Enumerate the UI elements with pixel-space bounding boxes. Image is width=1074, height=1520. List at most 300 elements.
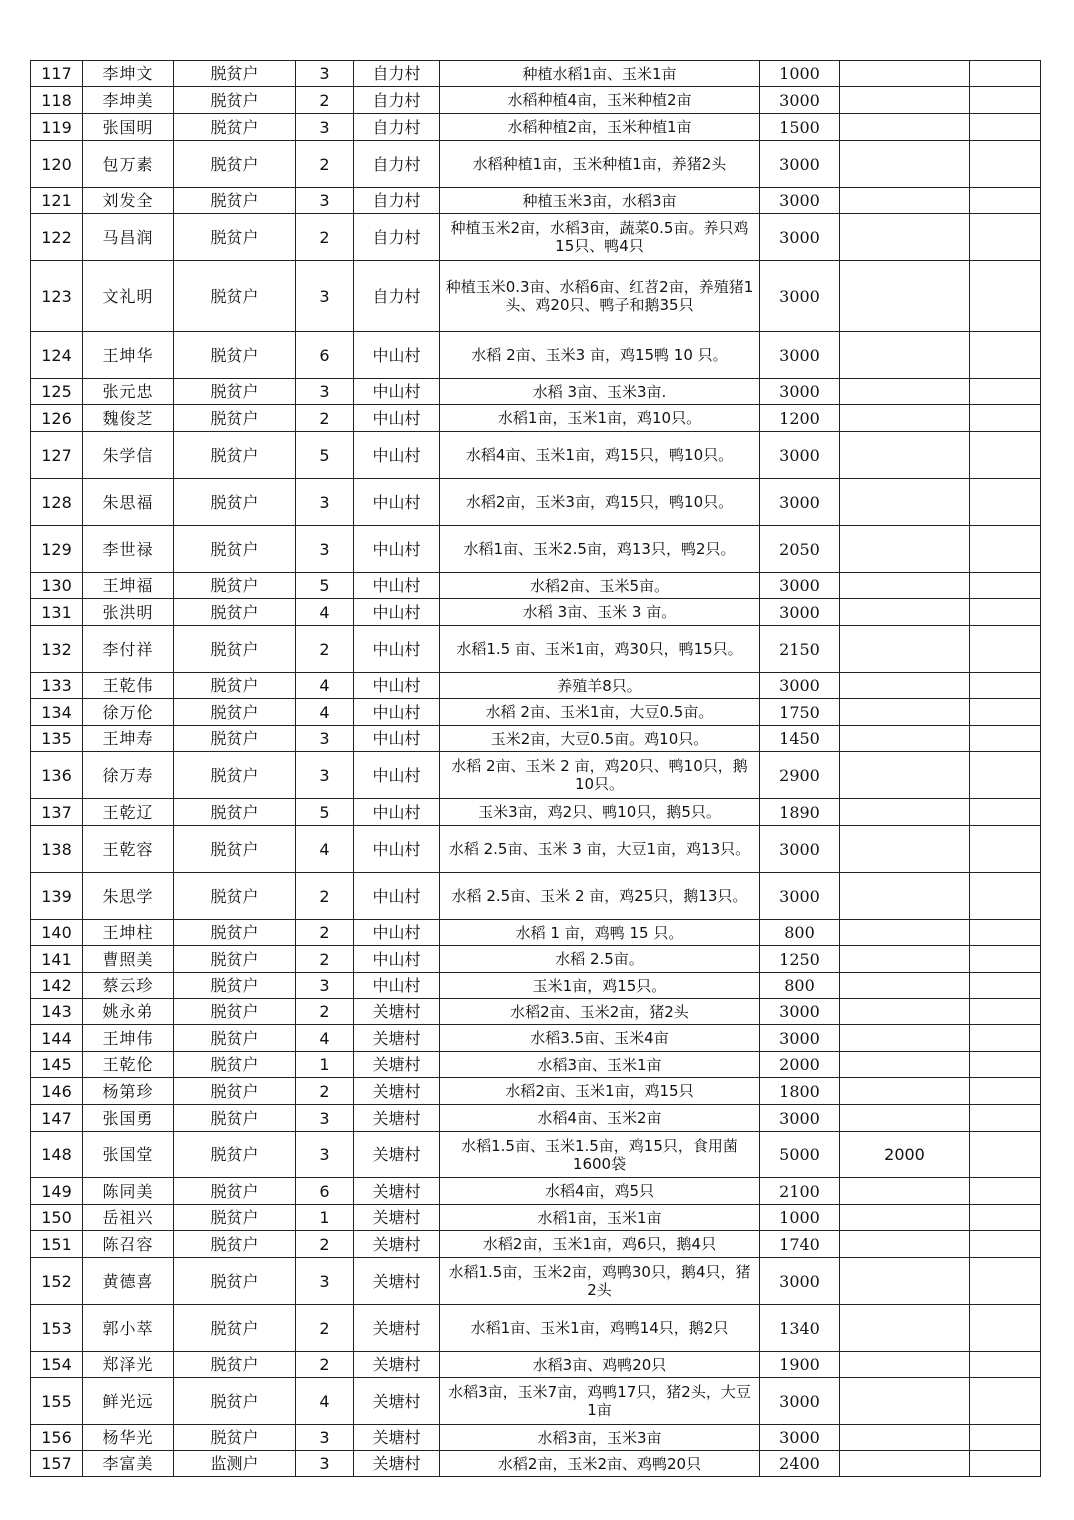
remarks-cell — [970, 1258, 1041, 1305]
row-number: 139 — [31, 873, 83, 920]
household-name: 徐万寿 — [83, 752, 174, 799]
extra-amount — [840, 379, 970, 405]
row-number: 142 — [31, 973, 83, 999]
row-number: 120 — [31, 141, 83, 188]
production-description: 水稻种植4亩，玉米种植2亩 — [440, 87, 760, 114]
household-type: 监测户 — [174, 1451, 296, 1477]
village-name: 中山村 — [354, 599, 440, 626]
table-row — [31, 1205, 1041, 1231]
row-number: 150 — [31, 1205, 83, 1231]
extra-amount — [840, 599, 970, 626]
remarks-cell — [970, 752, 1041, 799]
subsidy-amount: 2900 — [760, 752, 840, 799]
extra-amount — [840, 920, 970, 946]
table-row — [31, 673, 1041, 699]
household-type: 脱贫户 — [174, 526, 296, 573]
household-name: 李坤文 — [83, 61, 174, 87]
subsidy-amount: 3000 — [760, 873, 840, 920]
subsidy-amount: 3000 — [760, 1025, 840, 1052]
family-size: 2 — [296, 1078, 354, 1105]
household-name: 王乾伟 — [83, 673, 174, 699]
family-size: 2 — [296, 87, 354, 114]
subsidy-amount: 3000 — [760, 432, 840, 479]
household-type: 脱贫户 — [174, 1205, 296, 1231]
remarks-cell — [970, 1132, 1041, 1178]
household-name: 李世禄 — [83, 526, 174, 573]
household-type: 脱贫户 — [174, 188, 296, 214]
subsidy-amount: 3000 — [760, 479, 840, 526]
table-row — [31, 626, 1041, 673]
table-row — [31, 1305, 1041, 1352]
household-name: 王乾辽 — [83, 799, 174, 826]
subsidy-amount: 1000 — [760, 1205, 840, 1231]
table-row — [31, 1451, 1041, 1477]
extra-amount — [840, 1078, 970, 1105]
subsidy-amount: 1740 — [760, 1231, 840, 1258]
row-number: 138 — [31, 826, 83, 873]
table-row — [31, 379, 1041, 405]
production-description: 水稻2亩，玉米2亩、鸡鸭20只 — [440, 1451, 760, 1477]
row-number: 141 — [31, 946, 83, 973]
subsidy-amount: 3000 — [760, 379, 840, 405]
table-row — [31, 432, 1041, 479]
table-row — [31, 61, 1041, 87]
row-number: 145 — [31, 1052, 83, 1078]
family-size: 2 — [296, 214, 354, 261]
household-type: 脱贫户 — [174, 1178, 296, 1205]
row-number: 144 — [31, 1025, 83, 1052]
family-size: 3 — [296, 1451, 354, 1477]
extra-amount — [840, 87, 970, 114]
village-name: 自力村 — [354, 114, 440, 141]
table-row — [31, 405, 1041, 432]
table-row — [31, 999, 1041, 1025]
household-name: 李付祥 — [83, 626, 174, 673]
household-type: 脱贫户 — [174, 1258, 296, 1305]
village-name: 关塘村 — [354, 1425, 440, 1451]
table-row — [31, 573, 1041, 599]
subsidy-amount: 1800 — [760, 1078, 840, 1105]
remarks-cell — [970, 379, 1041, 405]
extra-amount — [840, 752, 970, 799]
subsidy-amount: 2400 — [760, 1451, 840, 1477]
subsidy-amount: 1250 — [760, 946, 840, 973]
remarks-cell — [970, 332, 1041, 379]
household-type: 脱贫户 — [174, 1052, 296, 1078]
extra-amount — [840, 61, 970, 87]
village-name: 中山村 — [354, 526, 440, 573]
extra-amount — [840, 873, 970, 920]
extra-amount — [840, 1425, 970, 1451]
subsidy-amount: 3000 — [760, 673, 840, 699]
household-type: 脱贫户 — [174, 141, 296, 188]
subsidy-amount: 3000 — [760, 87, 840, 114]
row-number: 137 — [31, 799, 83, 826]
production-description: 水稻4亩，鸡5只 — [440, 1178, 760, 1205]
production-description: 水稻3亩，玉米7亩，鸡鸭17只，猪2头，大豆1亩 — [440, 1378, 760, 1425]
family-size: 2 — [296, 920, 354, 946]
row-number: 156 — [31, 1425, 83, 1451]
row-number: 127 — [31, 432, 83, 479]
table-row — [31, 973, 1041, 999]
table-row — [31, 1025, 1041, 1052]
production-description: 水稻 2亩、玉米1亩，大豆0.5亩。 — [440, 699, 760, 726]
household-type: 脱贫户 — [174, 87, 296, 114]
production-description: 水稻 2.5亩、玉米 2 亩，鸡25只，鹅13只。 — [440, 873, 760, 920]
household-name: 王坤柱 — [83, 920, 174, 946]
remarks-cell — [970, 114, 1041, 141]
remarks-cell — [970, 1205, 1041, 1231]
production-description: 水稻1亩，玉米1亩，鸡10只。 — [440, 405, 760, 432]
subsidy-amount: 1900 — [760, 1352, 840, 1378]
production-description: 水稻1.5 亩、玉米1亩，鸡30只，鸭15只。 — [440, 626, 760, 673]
family-size: 5 — [296, 573, 354, 599]
production-description: 水稻4亩、玉米2亩 — [440, 1105, 760, 1132]
village-name: 关塘村 — [354, 1178, 440, 1205]
remarks-cell — [970, 405, 1041, 432]
subsidy-amount: 3000 — [760, 332, 840, 379]
subsidy-amount: 3000 — [760, 999, 840, 1025]
household-type: 脱贫户 — [174, 1231, 296, 1258]
table-row — [31, 699, 1041, 726]
table-row — [31, 261, 1041, 332]
production-description: 水稻3亩，玉米3亩 — [440, 1425, 760, 1451]
table-row — [31, 873, 1041, 920]
subsidy-amount: 1890 — [760, 799, 840, 826]
household-type: 脱贫户 — [174, 999, 296, 1025]
village-name: 关塘村 — [354, 1352, 440, 1378]
production-description: 种植玉米3亩，水稻3亩 — [440, 188, 760, 214]
row-number: 140 — [31, 920, 83, 946]
extra-amount — [840, 432, 970, 479]
subsidy-amount: 3000 — [760, 1105, 840, 1132]
household-name: 黄德喜 — [83, 1258, 174, 1305]
production-description: 种植玉米0.3亩、水稻6亩、红苕2亩，养殖猪1头、鸡20只、鸭子和鹅35只 — [440, 261, 760, 332]
extra-amount — [840, 1231, 970, 1258]
subsidy-amount: 3000 — [760, 1258, 840, 1305]
subsidy-amount: 3000 — [760, 1378, 840, 1425]
table-row — [31, 726, 1041, 752]
production-description: 种植水稻1亩、玉米1亩 — [440, 61, 760, 87]
row-number: 146 — [31, 1078, 83, 1105]
household-type: 脱贫户 — [174, 1025, 296, 1052]
remarks-cell — [970, 920, 1041, 946]
subsidy-amount: 1750 — [760, 699, 840, 726]
village-name: 关塘村 — [354, 999, 440, 1025]
remarks-cell — [970, 973, 1041, 999]
subsidy-amount: 2100 — [760, 1178, 840, 1205]
table-row — [31, 1352, 1041, 1378]
remarks-cell — [970, 188, 1041, 214]
household-name: 曹照美 — [83, 946, 174, 973]
row-number: 131 — [31, 599, 83, 626]
village-name: 中山村 — [354, 332, 440, 379]
village-name: 中山村 — [354, 479, 440, 526]
extra-amount — [840, 479, 970, 526]
remarks-cell — [970, 432, 1041, 479]
extra-amount — [840, 726, 970, 752]
village-name: 中山村 — [354, 799, 440, 826]
production-description: 玉米1亩，鸡15只。 — [440, 973, 760, 999]
table-row — [31, 526, 1041, 573]
family-size: 4 — [296, 1025, 354, 1052]
household-type: 脱贫户 — [174, 752, 296, 799]
table-row — [31, 332, 1041, 379]
row-number: 117 — [31, 61, 83, 87]
family-size: 1 — [296, 1205, 354, 1231]
production-description: 水稻2亩、玉米5亩。 — [440, 573, 760, 599]
row-number: 133 — [31, 673, 83, 699]
subsidy-amount: 1340 — [760, 1305, 840, 1352]
table-row — [31, 1258, 1041, 1305]
household-name: 王坤伟 — [83, 1025, 174, 1052]
household-name: 李富美 — [83, 1451, 174, 1477]
village-name: 中山村 — [354, 752, 440, 799]
production-description: 玉米3亩，鸡2只、鸭10只，鹅5只。 — [440, 799, 760, 826]
extra-amount — [840, 799, 970, 826]
row-number: 151 — [31, 1231, 83, 1258]
household-name: 蔡云珍 — [83, 973, 174, 999]
row-number: 118 — [31, 87, 83, 114]
extra-amount: 2000 — [840, 1132, 970, 1178]
remarks-cell — [970, 599, 1041, 626]
family-size: 3 — [296, 379, 354, 405]
production-description: 水稻3亩、玉米1亩 — [440, 1052, 760, 1078]
household-type: 脱贫户 — [174, 114, 296, 141]
village-name: 关塘村 — [354, 1132, 440, 1178]
household-table — [30, 60, 1041, 1477]
household-type: 脱贫户 — [174, 626, 296, 673]
family-size: 2 — [296, 626, 354, 673]
production-description: 水稻1亩，玉米1亩 — [440, 1205, 760, 1231]
production-description: 水稻 2亩、玉米 2 亩，鸡20只、鸭10只，鹅 10只。 — [440, 752, 760, 799]
table-row — [31, 1078, 1041, 1105]
remarks-cell — [970, 526, 1041, 573]
village-name: 中山村 — [354, 405, 440, 432]
household-name: 郭小萃 — [83, 1305, 174, 1352]
extra-amount — [840, 673, 970, 699]
table-row — [31, 188, 1041, 214]
table-row — [31, 1378, 1041, 1425]
family-size: 3 — [296, 1132, 354, 1178]
village-name: 中山村 — [354, 379, 440, 405]
village-name: 中山村 — [354, 432, 440, 479]
extra-amount — [840, 999, 970, 1025]
row-number: 152 — [31, 1258, 83, 1305]
household-name: 李坤美 — [83, 87, 174, 114]
household-name: 杨华光 — [83, 1425, 174, 1451]
production-description: 水稻 3亩、玉米3亩. — [440, 379, 760, 405]
household-name: 陈同美 — [83, 1178, 174, 1205]
subsidy-amount: 3000 — [760, 826, 840, 873]
household-name: 张洪明 — [83, 599, 174, 626]
household-type: 脱贫户 — [174, 1078, 296, 1105]
table-row — [31, 214, 1041, 261]
production-description: 水稻1.5亩，玉米2亩，鸡鸭30只，鹅4只，猪2头 — [440, 1258, 760, 1305]
remarks-cell — [970, 799, 1041, 826]
subsidy-amount: 3000 — [760, 573, 840, 599]
remarks-cell — [970, 626, 1041, 673]
household-name: 朱思学 — [83, 873, 174, 920]
family-size: 4 — [296, 699, 354, 726]
row-number: 123 — [31, 261, 83, 332]
production-description: 水稻 2.5亩。 — [440, 946, 760, 973]
table-row — [31, 1105, 1041, 1132]
table-row — [31, 1231, 1041, 1258]
household-name: 王坤福 — [83, 573, 174, 599]
remarks-cell — [970, 826, 1041, 873]
subsidy-amount: 3000 — [760, 599, 840, 626]
household-name: 张国勇 — [83, 1105, 174, 1132]
production-description: 水稻2亩、玉米1亩，鸡15只 — [440, 1078, 760, 1105]
row-number: 126 — [31, 405, 83, 432]
village-name: 中山村 — [354, 946, 440, 973]
family-size: 5 — [296, 799, 354, 826]
subsidy-amount: 2150 — [760, 626, 840, 673]
row-number: 128 — [31, 479, 83, 526]
remarks-cell — [970, 1078, 1041, 1105]
subsidy-amount: 5000 — [760, 1132, 840, 1178]
remarks-cell — [970, 1425, 1041, 1451]
production-description: 水稻 2亩、玉米3 亩，鸡15鸭 10 只。 — [440, 332, 760, 379]
household-name: 马昌润 — [83, 214, 174, 261]
subsidy-amount: 3000 — [760, 1425, 840, 1451]
production-description: 玉米2亩，大豆0.5亩。鸡10只。 — [440, 726, 760, 752]
household-type: 脱贫户 — [174, 1132, 296, 1178]
household-type: 脱贫户 — [174, 61, 296, 87]
village-name: 中山村 — [354, 873, 440, 920]
row-number: 122 — [31, 214, 83, 261]
household-name: 徐万伦 — [83, 699, 174, 726]
remarks-cell — [970, 573, 1041, 599]
production-description: 水稻 1 亩，鸡鸭 15 只。 — [440, 920, 760, 946]
production-description: 养殖羊8只。 — [440, 673, 760, 699]
table-row — [31, 1052, 1041, 1078]
remarks-cell — [970, 1451, 1041, 1477]
village-name: 关塘村 — [354, 1258, 440, 1305]
remarks-cell — [970, 726, 1041, 752]
extra-amount — [840, 1378, 970, 1425]
table-row — [31, 87, 1041, 114]
household-name: 王坤寿 — [83, 726, 174, 752]
family-size: 3 — [296, 1425, 354, 1451]
household-name: 张国明 — [83, 114, 174, 141]
production-description: 水稻3.5亩、玉米4亩 — [440, 1025, 760, 1052]
village-name: 关塘村 — [354, 1205, 440, 1231]
village-name: 中山村 — [354, 726, 440, 752]
family-size: 2 — [296, 1305, 354, 1352]
remarks-cell — [970, 1352, 1041, 1378]
village-name: 关塘村 — [354, 1105, 440, 1132]
family-size: 3 — [296, 61, 354, 87]
family-size: 2 — [296, 873, 354, 920]
row-number: 121 — [31, 188, 83, 214]
row-number: 148 — [31, 1132, 83, 1178]
row-number: 119 — [31, 114, 83, 141]
production-description: 水稻 3亩、玉米 3 亩。 — [440, 599, 760, 626]
extra-amount — [840, 188, 970, 214]
household-type: 脱贫户 — [174, 946, 296, 973]
village-name: 自力村 — [354, 141, 440, 188]
family-size: 4 — [296, 599, 354, 626]
row-number: 157 — [31, 1451, 83, 1477]
family-size: 6 — [296, 332, 354, 379]
village-name: 中山村 — [354, 920, 440, 946]
production-description: 水稻1亩、玉米2.5亩，鸡13只，鸭2只。 — [440, 526, 760, 573]
subsidy-amount: 800 — [760, 973, 840, 999]
family-size: 3 — [296, 479, 354, 526]
extra-amount — [840, 946, 970, 973]
village-name: 关塘村 — [354, 1305, 440, 1352]
family-size: 3 — [296, 526, 354, 573]
household-type: 脱贫户 — [174, 405, 296, 432]
family-size: 3 — [296, 973, 354, 999]
village-name: 中山村 — [354, 699, 440, 726]
remarks-cell — [970, 673, 1041, 699]
family-size: 1 — [296, 1052, 354, 1078]
family-size: 2 — [296, 999, 354, 1025]
village-name: 中山村 — [354, 673, 440, 699]
remarks-cell — [970, 479, 1041, 526]
household-type: 脱贫户 — [174, 1305, 296, 1352]
table-row — [31, 1178, 1041, 1205]
household-name: 王乾容 — [83, 826, 174, 873]
family-size: 2 — [296, 1231, 354, 1258]
production-description: 水稻1亩、玉米1亩，鸡鸭14只，鹅2只 — [440, 1305, 760, 1352]
family-size: 4 — [296, 1378, 354, 1425]
household-type: 脱贫户 — [174, 261, 296, 332]
subsidy-amount: 1500 — [760, 114, 840, 141]
household-type: 脱贫户 — [174, 214, 296, 261]
village-name: 关塘村 — [354, 1078, 440, 1105]
extra-amount — [840, 214, 970, 261]
family-size: 3 — [296, 261, 354, 332]
village-name: 中山村 — [354, 626, 440, 673]
family-size: 4 — [296, 673, 354, 699]
production-description: 水稻种植1亩，玉米种植1亩，养猪2头 — [440, 141, 760, 188]
family-size: 3 — [296, 114, 354, 141]
production-description: 水稻2亩、玉米2亩，猪2头 — [440, 999, 760, 1025]
household-type: 脱贫户 — [174, 1352, 296, 1378]
extra-amount — [840, 973, 970, 999]
village-name: 关塘村 — [354, 1025, 440, 1052]
table-row — [31, 141, 1041, 188]
extra-amount — [840, 261, 970, 332]
row-number: 143 — [31, 999, 83, 1025]
remarks-cell — [970, 214, 1041, 261]
extra-amount — [840, 1178, 970, 1205]
family-size: 3 — [296, 188, 354, 214]
remarks-cell — [970, 61, 1041, 87]
remarks-cell — [970, 946, 1041, 973]
remarks-cell — [970, 1178, 1041, 1205]
household-type: 脱贫户 — [174, 726, 296, 752]
table-body — [31, 61, 1041, 1477]
household-name: 朱思福 — [83, 479, 174, 526]
household-name: 杨第珍 — [83, 1078, 174, 1105]
family-size: 3 — [296, 1258, 354, 1305]
subsidy-amount: 1200 — [760, 405, 840, 432]
household-name: 姚永弟 — [83, 999, 174, 1025]
remarks-cell — [970, 1231, 1041, 1258]
table-row — [31, 946, 1041, 973]
village-name: 自力村 — [354, 188, 440, 214]
extra-amount — [840, 114, 970, 141]
household-name: 鲜光远 — [83, 1378, 174, 1425]
remarks-cell — [970, 141, 1041, 188]
family-size: 6 — [296, 1178, 354, 1205]
table-row — [31, 826, 1041, 873]
